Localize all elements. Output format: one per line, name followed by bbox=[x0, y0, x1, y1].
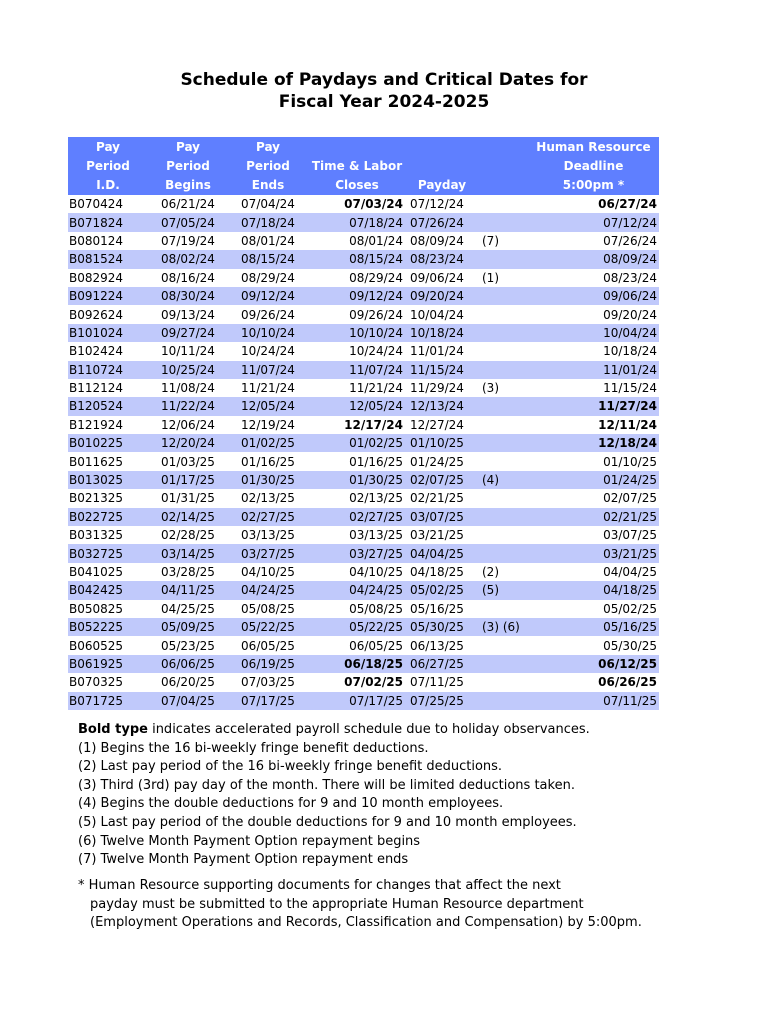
note-item: (2) Last pay period of the 16 bi-weekly fringe benefit deductions. bbox=[78, 759, 503, 775]
cell-payday: 11/15/24 bbox=[406, 361, 478, 379]
header-line: Payday bbox=[417, 178, 467, 192]
cell-note bbox=[478, 600, 528, 618]
header-line: Begins bbox=[165, 178, 211, 192]
cell-payday: 08/23/24 bbox=[406, 250, 478, 268]
table-row bbox=[68, 287, 659, 305]
cell-time-labor-closes: 06/05/25 bbox=[308, 636, 406, 654]
header-line: Closes bbox=[335, 178, 379, 192]
cell-payday: 01/24/25 bbox=[406, 452, 478, 470]
cell-period-begins: 12/20/24 bbox=[148, 434, 228, 452]
footnote-line: (Employment Operations and Records, Classification and Compensation) by 5:00pm. bbox=[90, 915, 642, 931]
cell-period-begins: 05/23/25 bbox=[148, 636, 228, 654]
cell-time-labor-closes: 03/27/25 bbox=[308, 544, 406, 562]
header-notes bbox=[478, 137, 528, 195]
header-line: Pay bbox=[175, 140, 201, 154]
cell-hr-deadline: 07/12/24 bbox=[528, 213, 659, 231]
header-line: Period bbox=[166, 159, 210, 173]
title-line-2: Fiscal Year 2024-2025 bbox=[278, 92, 490, 112]
table-row bbox=[68, 655, 659, 673]
cell-hr-deadline: 04/18/25 bbox=[528, 581, 659, 599]
cell-hr-deadline: 12/11/24 bbox=[528, 416, 659, 434]
table-row bbox=[68, 250, 659, 268]
cell-period-begins: 06/21/24 bbox=[148, 195, 228, 213]
table-row bbox=[68, 673, 659, 691]
cell-hr-deadline: 07/26/24 bbox=[528, 232, 659, 250]
cell-hr-deadline: 09/20/24 bbox=[528, 305, 659, 323]
cell-time-labor-closes: 08/29/24 bbox=[308, 269, 406, 287]
footnote-line: * Human Resource supporting documents for changes that affect the next bbox=[78, 878, 561, 893]
header-line: Time & Labor bbox=[311, 159, 403, 173]
cell-payday: 03/07/25 bbox=[406, 508, 478, 526]
table-row bbox=[68, 452, 659, 470]
cell-payday: 12/13/24 bbox=[406, 397, 478, 415]
table-row bbox=[68, 618, 659, 636]
cell-period-begins: 04/25/25 bbox=[148, 600, 228, 618]
footnote-line: payday must be submitted to the appropriate Human Resource department bbox=[90, 896, 584, 912]
cell-period-begins: 08/30/24 bbox=[148, 287, 228, 305]
cell-period-ends: 10/24/24 bbox=[228, 342, 308, 360]
cell-note bbox=[478, 508, 528, 526]
cell-period-begins: 02/14/25 bbox=[148, 508, 228, 526]
cell-period-ends: 11/21/24 bbox=[228, 379, 308, 397]
table-row bbox=[68, 379, 659, 397]
cell-time-labor-closes: 04/10/25 bbox=[308, 563, 406, 581]
cell-time-labor-closes: 11/07/24 bbox=[308, 361, 406, 379]
cell-period-begins: 02/28/25 bbox=[148, 526, 228, 544]
cell-period-id: B013025 bbox=[68, 471, 148, 489]
cell-period-ends: 06/05/25 bbox=[228, 636, 308, 654]
cell-time-labor-closes: 11/21/24 bbox=[308, 379, 406, 397]
bold-type-label: Bold type bbox=[78, 722, 148, 737]
cell-note: (2) bbox=[478, 563, 528, 581]
note-item: (6) Twelve Month Payment Option repayment begins bbox=[78, 833, 421, 849]
cell-period-begins: 06/20/25 bbox=[148, 673, 228, 691]
cell-note bbox=[478, 305, 528, 323]
cell-period-id: B010225 bbox=[68, 434, 148, 452]
header-time-labor-closes bbox=[308, 137, 406, 195]
cell-note bbox=[478, 287, 528, 305]
cell-time-labor-closes: 02/27/25 bbox=[308, 508, 406, 526]
bold-type-note bbox=[78, 721, 590, 740]
cell-period-ends: 01/16/25 bbox=[228, 452, 308, 470]
header-period-ends bbox=[228, 137, 308, 195]
note-item: (3) Third (3rd) pay day of the month. There will be limited deductions taken. bbox=[78, 777, 575, 793]
cell-period-ends: 09/26/24 bbox=[228, 305, 308, 323]
header-row bbox=[68, 137, 659, 195]
cell-note bbox=[478, 361, 528, 379]
table-row bbox=[68, 305, 659, 323]
cell-note bbox=[478, 416, 528, 434]
cell-period-ends: 02/13/25 bbox=[228, 489, 308, 507]
cell-period-begins: 06/06/25 bbox=[148, 655, 228, 673]
table-row bbox=[68, 416, 659, 434]
cell-time-labor-closes: 07/03/24 bbox=[308, 195, 406, 213]
cell-time-labor-closes: 01/30/25 bbox=[308, 471, 406, 489]
cell-period-begins: 01/03/25 bbox=[148, 452, 228, 470]
cell-payday: 12/27/24 bbox=[406, 416, 478, 434]
cell-period-begins: 04/11/25 bbox=[148, 581, 228, 599]
header-pay-period-id bbox=[68, 137, 148, 195]
cell-payday: 07/26/24 bbox=[406, 213, 478, 231]
cell-period-id: B022725 bbox=[68, 508, 148, 526]
cell-period-begins: 01/17/25 bbox=[148, 471, 228, 489]
cell-note bbox=[478, 213, 528, 231]
cell-time-labor-closes: 09/12/24 bbox=[308, 287, 406, 305]
cell-period-id: B110724 bbox=[68, 361, 148, 379]
cell-period-ends: 11/07/24 bbox=[228, 361, 308, 379]
cell-note: (7) bbox=[478, 232, 528, 250]
cell-hr-deadline: 11/01/24 bbox=[528, 361, 659, 379]
table-row bbox=[68, 213, 659, 231]
cell-period-id: B071824 bbox=[68, 213, 148, 231]
cell-period-begins: 08/16/24 bbox=[148, 269, 228, 287]
cell-time-labor-closes: 08/01/24 bbox=[308, 232, 406, 250]
cell-payday: 08/09/24 bbox=[406, 232, 478, 250]
cell-period-id: B112124 bbox=[68, 379, 148, 397]
bold-type-text: indicates accelerated payroll schedule due to holiday observances. bbox=[147, 722, 590, 737]
cell-time-labor-closes: 07/02/25 bbox=[308, 673, 406, 691]
cell-time-labor-closes: 07/17/25 bbox=[308, 692, 406, 710]
header-line: Period bbox=[86, 159, 130, 173]
table-row bbox=[68, 324, 659, 342]
cell-period-id: B081524 bbox=[68, 250, 148, 268]
cell-hr-deadline: 03/07/25 bbox=[528, 526, 659, 544]
cell-period-ends: 08/15/24 bbox=[228, 250, 308, 268]
cell-period-id: B070325 bbox=[68, 673, 148, 691]
cell-hr-deadline: 05/16/25 bbox=[528, 618, 659, 636]
table-row bbox=[68, 195, 659, 213]
cell-period-ends: 05/22/25 bbox=[228, 618, 308, 636]
schedule-table bbox=[68, 137, 659, 710]
cell-hr-deadline: 06/12/25 bbox=[528, 655, 659, 673]
cell-hr-deadline: 10/04/24 bbox=[528, 324, 659, 342]
header-line: Pay bbox=[255, 140, 281, 154]
table-row bbox=[68, 269, 659, 287]
cell-note bbox=[478, 452, 528, 470]
cell-time-labor-closes: 03/13/25 bbox=[308, 526, 406, 544]
cell-hr-deadline: 05/02/25 bbox=[528, 600, 659, 618]
cell-period-id: B082924 bbox=[68, 269, 148, 287]
cell-payday: 11/29/24 bbox=[406, 379, 478, 397]
note-item: (4) Begins the double deductions for 9 and 10 month employees. bbox=[78, 796, 504, 812]
title-line-1: Schedule of Paydays and Critical Dates for bbox=[180, 70, 588, 90]
cell-payday: 09/06/24 bbox=[406, 269, 478, 287]
cell-period-begins: 08/02/24 bbox=[148, 250, 228, 268]
hr-footnote bbox=[78, 877, 642, 933]
cell-period-ends: 09/12/24 bbox=[228, 287, 308, 305]
cell-note: (1) bbox=[478, 269, 528, 287]
cell-period-id: B070424 bbox=[68, 195, 148, 213]
cell-hr-deadline: 01/24/25 bbox=[528, 471, 659, 489]
cell-period-id: B021325 bbox=[68, 489, 148, 507]
header-line: Deadline bbox=[563, 159, 624, 173]
cell-payday: 01/10/25 bbox=[406, 434, 478, 452]
cell-period-id: B120524 bbox=[68, 397, 148, 415]
cell-period-begins: 03/28/25 bbox=[148, 563, 228, 581]
table-row bbox=[68, 563, 659, 581]
cell-period-id: B060525 bbox=[68, 636, 148, 654]
table-row bbox=[68, 581, 659, 599]
cell-period-id: B042425 bbox=[68, 581, 148, 599]
cell-period-ends: 10/10/24 bbox=[228, 324, 308, 342]
cell-time-labor-closes: 09/26/24 bbox=[308, 305, 406, 323]
cell-time-labor-closes: 05/22/25 bbox=[308, 618, 406, 636]
header-line: Pay bbox=[95, 140, 121, 154]
cell-time-labor-closes: 06/18/25 bbox=[308, 655, 406, 673]
cell-time-labor-closes: 05/08/25 bbox=[308, 600, 406, 618]
cell-hr-deadline: 02/21/25 bbox=[528, 508, 659, 526]
cell-period-ends: 04/24/25 bbox=[228, 581, 308, 599]
cell-note: (4) bbox=[478, 471, 528, 489]
cell-note bbox=[478, 673, 528, 691]
cell-period-ends: 05/08/25 bbox=[228, 600, 308, 618]
cell-hr-deadline: 06/27/24 bbox=[528, 195, 659, 213]
cell-payday: 03/21/25 bbox=[406, 526, 478, 544]
note-item: (1) Begins the 16 bi-weekly fringe benefit deductions. bbox=[78, 740, 429, 756]
cell-note bbox=[478, 636, 528, 654]
header-line: 5:00pm * bbox=[562, 178, 625, 192]
cell-hr-deadline: 06/26/25 bbox=[528, 673, 659, 691]
table-row bbox=[68, 508, 659, 526]
cell-period-begins: 07/05/24 bbox=[148, 213, 228, 231]
cell-period-id: B102424 bbox=[68, 342, 148, 360]
cell-period-begins: 10/25/24 bbox=[148, 361, 228, 379]
cell-hr-deadline: 05/30/25 bbox=[528, 636, 659, 654]
cell-period-id: B121924 bbox=[68, 416, 148, 434]
table-row bbox=[68, 361, 659, 379]
cell-period-id: B101024 bbox=[68, 324, 148, 342]
cell-time-labor-closes: 01/02/25 bbox=[308, 434, 406, 452]
cell-period-ends: 12/05/24 bbox=[228, 397, 308, 415]
cell-period-begins: 11/08/24 bbox=[148, 379, 228, 397]
cell-period-id: B091224 bbox=[68, 287, 148, 305]
cell-time-labor-closes: 10/10/24 bbox=[308, 324, 406, 342]
cell-period-begins: 12/06/24 bbox=[148, 416, 228, 434]
table-row bbox=[68, 489, 659, 507]
cell-period-begins: 03/14/25 bbox=[148, 544, 228, 562]
cell-payday: 07/25/25 bbox=[406, 692, 478, 710]
cell-payday: 05/16/25 bbox=[406, 600, 478, 618]
cell-period-ends: 01/30/25 bbox=[228, 471, 308, 489]
header-line: Ends bbox=[251, 178, 285, 192]
cell-time-labor-closes: 08/15/24 bbox=[308, 250, 406, 268]
cell-note bbox=[478, 692, 528, 710]
cell-time-labor-closes: 10/24/24 bbox=[308, 342, 406, 360]
cell-hr-deadline: 09/06/24 bbox=[528, 287, 659, 305]
cell-note bbox=[478, 195, 528, 213]
cell-hr-deadline: 01/10/25 bbox=[528, 452, 659, 470]
table-row bbox=[68, 692, 659, 710]
table-row bbox=[68, 397, 659, 415]
cell-period-begins: 07/04/25 bbox=[148, 692, 228, 710]
cell-period-begins: 01/31/25 bbox=[148, 489, 228, 507]
cell-period-id: B071725 bbox=[68, 692, 148, 710]
header-payday bbox=[406, 137, 478, 195]
cell-hr-deadline: 07/11/25 bbox=[528, 692, 659, 710]
cell-period-id: B050825 bbox=[68, 600, 148, 618]
cell-period-id: B032725 bbox=[68, 544, 148, 562]
notes-section bbox=[78, 721, 590, 870]
cell-note: (5) bbox=[478, 581, 528, 599]
cell-hr-deadline: 12/18/24 bbox=[528, 434, 659, 452]
cell-note bbox=[478, 655, 528, 673]
cell-time-labor-closes: 07/18/24 bbox=[308, 213, 406, 231]
cell-period-ends: 02/27/25 bbox=[228, 508, 308, 526]
cell-period-id: B080124 bbox=[68, 232, 148, 250]
table-row bbox=[68, 471, 659, 489]
cell-period-ends: 01/02/25 bbox=[228, 434, 308, 452]
cell-period-id: B031325 bbox=[68, 526, 148, 544]
cell-period-begins: 07/19/24 bbox=[148, 232, 228, 250]
cell-period-ends: 08/01/24 bbox=[228, 232, 308, 250]
cell-hr-deadline: 10/18/24 bbox=[528, 342, 659, 360]
cell-payday: 04/18/25 bbox=[406, 563, 478, 581]
note-item: (5) Last pay period of the double deductions for 9 and 10 month employees. bbox=[78, 814, 577, 830]
cell-period-id: B092624 bbox=[68, 305, 148, 323]
cell-payday: 05/02/25 bbox=[406, 581, 478, 599]
table-row bbox=[68, 636, 659, 654]
cell-payday: 06/27/25 bbox=[406, 655, 478, 673]
cell-time-labor-closes: 12/05/24 bbox=[308, 397, 406, 415]
cell-hr-deadline: 11/27/24 bbox=[528, 397, 659, 415]
cell-payday: 09/20/24 bbox=[406, 287, 478, 305]
cell-note bbox=[478, 342, 528, 360]
cell-period-begins: 09/13/24 bbox=[148, 305, 228, 323]
cell-note bbox=[478, 324, 528, 342]
cell-note bbox=[478, 250, 528, 268]
cell-note bbox=[478, 544, 528, 562]
header-period-begins bbox=[148, 137, 228, 195]
cell-period-ends: 06/19/25 bbox=[228, 655, 308, 673]
cell-payday: 11/01/24 bbox=[406, 342, 478, 360]
cell-period-begins: 05/09/25 bbox=[148, 618, 228, 636]
cell-period-begins: 10/11/24 bbox=[148, 342, 228, 360]
cell-period-id: B041025 bbox=[68, 563, 148, 581]
cell-period-ends: 07/17/25 bbox=[228, 692, 308, 710]
cell-time-labor-closes: 01/16/25 bbox=[308, 452, 406, 470]
cell-note: (3) bbox=[478, 379, 528, 397]
cell-period-begins: 11/22/24 bbox=[148, 397, 228, 415]
cell-note: (3) (6) bbox=[478, 618, 528, 636]
page-title bbox=[0, 69, 768, 113]
cell-note bbox=[478, 526, 528, 544]
cell-period-ends: 03/13/25 bbox=[228, 526, 308, 544]
header-line: Human Resource bbox=[536, 140, 651, 154]
cell-period-ends: 07/18/24 bbox=[228, 213, 308, 231]
cell-payday: 07/11/25 bbox=[406, 673, 478, 691]
cell-payday: 02/21/25 bbox=[406, 489, 478, 507]
table-row bbox=[68, 544, 659, 562]
cell-payday: 10/04/24 bbox=[406, 305, 478, 323]
cell-hr-deadline: 08/09/24 bbox=[528, 250, 659, 268]
table-row bbox=[68, 526, 659, 544]
cell-period-ends: 08/29/24 bbox=[228, 269, 308, 287]
cell-period-begins: 09/27/24 bbox=[148, 324, 228, 342]
cell-period-id: B052225 bbox=[68, 618, 148, 636]
cell-hr-deadline: 03/21/25 bbox=[528, 544, 659, 562]
cell-hr-deadline: 08/23/24 bbox=[528, 269, 659, 287]
cell-note bbox=[478, 434, 528, 452]
table-row bbox=[68, 232, 659, 250]
cell-payday: 10/18/24 bbox=[406, 324, 478, 342]
cell-payday: 07/12/24 bbox=[406, 195, 478, 213]
table-body bbox=[68, 195, 659, 710]
header-line: I.D. bbox=[96, 178, 120, 192]
header-hr-deadline bbox=[528, 137, 659, 195]
cell-period-ends: 12/19/24 bbox=[228, 416, 308, 434]
table-row bbox=[68, 600, 659, 618]
cell-period-id: B011625 bbox=[68, 452, 148, 470]
cell-time-labor-closes: 04/24/25 bbox=[308, 581, 406, 599]
cell-hr-deadline: 02/07/25 bbox=[528, 489, 659, 507]
cell-period-ends: 07/03/25 bbox=[228, 673, 308, 691]
cell-payday: 06/13/25 bbox=[406, 636, 478, 654]
cell-note bbox=[478, 489, 528, 507]
cell-note bbox=[478, 397, 528, 415]
cell-period-ends: 03/27/25 bbox=[228, 544, 308, 562]
cell-time-labor-closes: 12/17/24 bbox=[308, 416, 406, 434]
cell-hr-deadline: 04/04/25 bbox=[528, 563, 659, 581]
cell-payday: 04/04/25 bbox=[406, 544, 478, 562]
cell-period-ends: 04/10/25 bbox=[228, 563, 308, 581]
cell-period-id: B061925 bbox=[68, 655, 148, 673]
cell-hr-deadline: 11/15/24 bbox=[528, 379, 659, 397]
cell-payday: 02/07/25 bbox=[406, 471, 478, 489]
note-item: (7) Twelve Month Payment Option repayment ends bbox=[78, 852, 409, 868]
cell-period-ends: 07/04/24 bbox=[228, 195, 308, 213]
table-row bbox=[68, 342, 659, 360]
table-row bbox=[68, 434, 659, 452]
cell-payday: 05/30/25 bbox=[406, 618, 478, 636]
header-line: Period bbox=[246, 159, 290, 173]
cell-time-labor-closes: 02/13/25 bbox=[308, 489, 406, 507]
